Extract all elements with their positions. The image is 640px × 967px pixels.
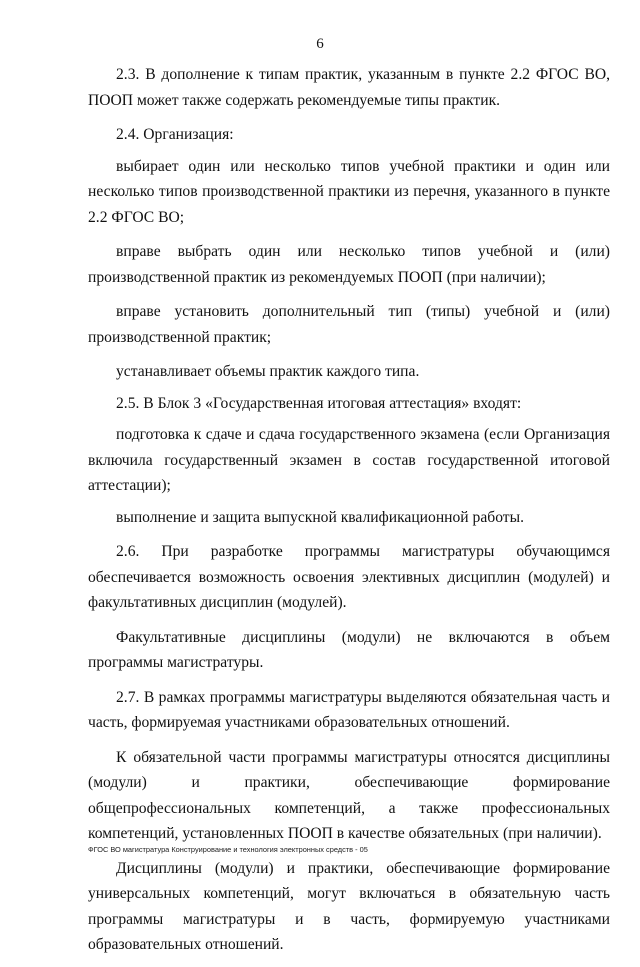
paragraph-2-4-heading: 2.4. Организация:	[116, 126, 234, 143]
paragraph-additional-type-line2: производственной практик;	[88, 328, 272, 346]
paragraph-state-exam: подготовка к сдаче и сдача государственного экзамена (если Организация включила государственный экзамен в состав государственной итоговой аттестации);	[88, 426, 610, 494]
paragraph-thesis-defense: выполнение и защита выпускной квалификационной работы.	[116, 508, 524, 526]
paragraph-2-3: 2.3. В дополнение к типам практик, указанным в пункте 2.2 ФГОС ВО, ПООП может также содержать рекомендуемые типы практик.	[88, 66, 610, 109]
paragraph-universal-competencies: Дисциплины (модули) и практики, обеспечивающие формирование универсальных компетенций, могут включаться в обязательную часть программы магистратуры и в часть, формируемую участниками образовательных отношений.	[88, 859, 610, 953]
page-number: 6	[316, 36, 324, 52]
paragraph-additional-type-line1: вправе установить дополнительный тип (типы) учебной и (или)	[116, 303, 610, 320]
document-body	[88, 62, 610, 967]
paragraph-mandatory-part: К обязательной части программы магистратуры относятся дисциплины (модули) и практики, обеспечивающие формирование общепрофессиональных компетенций, а также профессиональных компетенций, установленных ПООП в качестве обязательных (при наличии).	[88, 748, 610, 842]
paragraph-2-6: 2.6. При разработке программы магистратуры обучающимся обеспечивается возможность освоения элективных дисциплин (модулей) и факультативных дисциплин (модулей).	[88, 543, 610, 611]
paragraph-practice-volumes: устанавливает объемы практик каждого типа.	[116, 363, 420, 380]
paragraph-recommended-practices: вправе выбрать один или несколько типов учебной и (или) производственной практик из рекомендуемых ПООП (при наличии);	[88, 243, 610, 286]
paragraph-2-7: 2.7. В рамках программы магистратуры выделяются обязательная часть и часть, формируемая участниками образовательных отношений.	[88, 688, 610, 731]
page-footer: ФГОС ВО магистратура Конструирование и технология электронных средств - 05	[88, 845, 368, 854]
paragraph-optional-disciplines: Факультативные дисциплины (модули) не включаются в объем программы магистратуры.	[88, 628, 610, 671]
paragraph-2-5: 2.5. В Блок 3 «Государственная итоговая аттестация» входят:	[116, 394, 522, 412]
paragraph-practice-types: выбирает один или несколько типов учебной практики и один или несколько типов производственной практики из перечня, указанного в пункте 2.2 ФГОС ВО;	[88, 157, 610, 226]
